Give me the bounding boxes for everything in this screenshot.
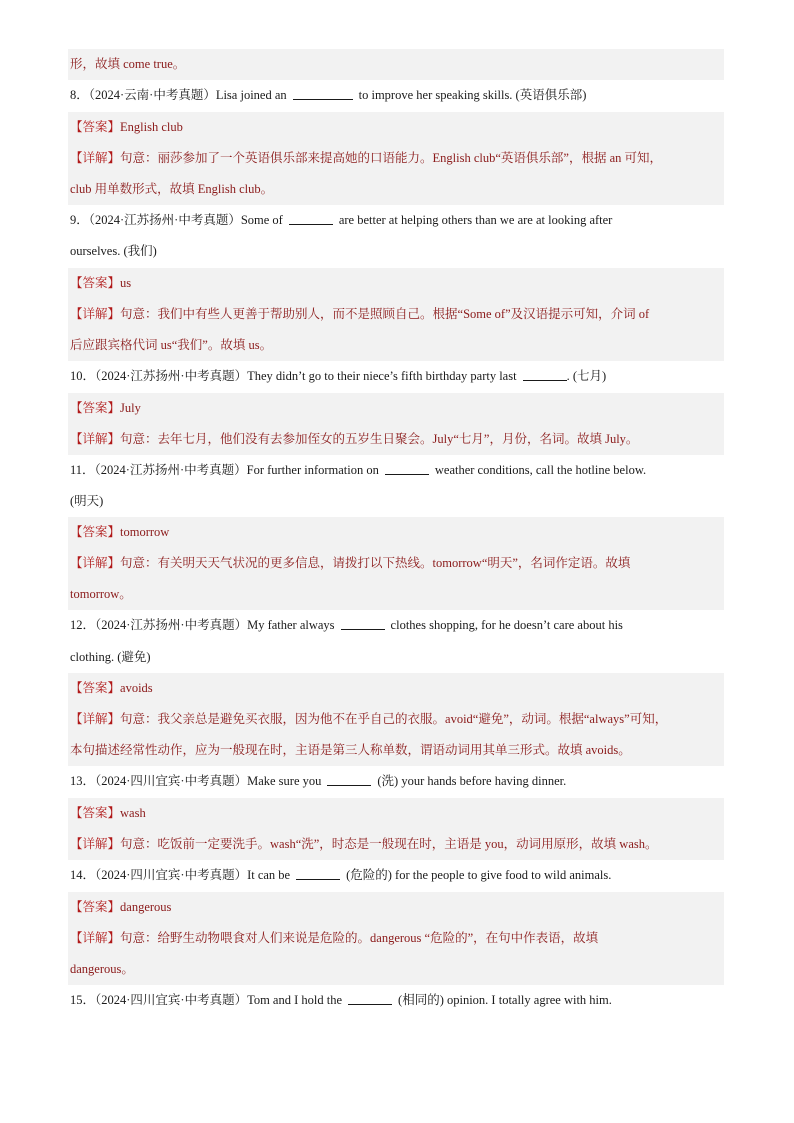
question-text: 8．（2024·云南·中考真题）Lisa joined an — [70, 88, 287, 102]
question-9-line2: ourselves. (我们) — [70, 244, 157, 258]
answer-label: 【答案】 — [70, 401, 121, 415]
question-13 — [70, 766, 724, 797]
explanation-label: 【详解】 — [70, 712, 121, 726]
answer-blank[interactable] — [289, 211, 333, 225]
answer-blank[interactable] — [348, 991, 392, 1005]
explanation-label: 【详解】 — [70, 307, 121, 321]
question-text: are better at helping others than we are at looking after — [338, 213, 613, 227]
answer-9 — [70, 268, 724, 299]
question-text: (相同的) opinion. I totally agree with him. — [398, 993, 612, 1007]
question-text: weather conditions, call the hotline below. — [434, 463, 647, 477]
answer-text: English club — [120, 120, 183, 134]
explanation-8 — [70, 143, 724, 174]
answer-label: 【答案】 — [70, 276, 121, 290]
question-text: 10．（2024·江苏扬州·中考真题）They didn’t go to their niece’s fifth birthday party last — [70, 369, 517, 383]
question-text: 12．（2024·江苏扬州·中考真题）My father always — [70, 618, 335, 632]
explanation-continuation: 形，故填 come true。 — [70, 57, 186, 71]
explanation-text: 句意：我父亲总是避免买衣服，因为他不在乎自己的衣服。avoid“避免”，动词。根据“always”可知， — [120, 712, 668, 726]
question-14 — [70, 860, 724, 891]
explanation-text: 句意：吃饭前一定要洗手。wash“洗”，时态是一般现在时，主语是 you，动词用原形，故填 wash。 — [120, 837, 658, 851]
explanation-label: 【详解】 — [70, 432, 121, 446]
question-text: . (七月) — [566, 369, 607, 383]
explanation-label: 【详解】 — [70, 556, 121, 570]
explanation-12 — [70, 704, 724, 735]
answer-blank[interactable] — [293, 86, 353, 100]
explanation-label: 【详解】 — [70, 837, 121, 851]
answer-text: July — [120, 401, 141, 415]
answer-label: 【答案】 — [70, 120, 121, 134]
answer-text: avoids — [120, 681, 153, 695]
question-text: 15．（2024·四川宜宾·中考真题）Tom and I hold the — [70, 993, 343, 1007]
question-12-line2: clothing. (避免) — [70, 650, 151, 664]
explanation-9 — [70, 299, 724, 330]
explanation-label: 【详解】 — [70, 931, 121, 945]
answer-blank[interactable] — [385, 461, 429, 475]
explanation-11-line2: tomorrow。 — [70, 587, 132, 601]
question-text: (洗) your hands before having dinner. — [377, 774, 567, 788]
answer-text: wash — [120, 806, 146, 820]
question-text: clothes shopping, for he doesn’t care about his — [390, 618, 623, 632]
answer-8 — [70, 112, 724, 143]
answer-label: 【答案】 — [70, 806, 121, 820]
question-text: 11．（2024·江苏扬州·中考真题）For further information on — [70, 463, 379, 477]
explanation-text: 句意：我们中有些人更善于帮助别人，而不是照顾自己。根据“Some of”及汉语提示可知，介词 of — [120, 307, 650, 321]
answer-12 — [70, 673, 724, 704]
question-text: (危险的) for the people to give food to wild animals. — [346, 868, 612, 882]
explanation-label: 【详解】 — [70, 151, 121, 165]
explanation-text: 句意：丽莎参加了一个英语俱乐部来提高她的口语能力。English club“英语俱乐部”，根据 an 可知， — [120, 151, 663, 165]
question-15 — [70, 985, 724, 1016]
explanation-text: 句意：有关明天天气状况的更多信息，请拨打以下热线。tomorrow“明天”，名词作定语。故填 — [120, 556, 631, 570]
question-12 — [70, 610, 724, 641]
answer-10 — [70, 393, 724, 424]
explanation-14-line2: dangerous。 — [70, 962, 134, 976]
answer-label: 【答案】 — [70, 900, 121, 914]
question-text: 13．（2024·四川宜宾·中考真题）Make sure you — [70, 774, 322, 788]
question-10 — [70, 361, 724, 392]
answer-blank[interactable] — [523, 367, 567, 381]
answer-blank[interactable] — [341, 616, 385, 630]
answer-label: 【答案】 — [70, 525, 121, 539]
explanation-13 — [70, 829, 724, 860]
explanation-text: 句意：给野生动物喂食对人们来说是危险的。dangerous “危险的”，在句中作表语，故填 — [120, 931, 599, 945]
explanation-11 — [70, 548, 724, 579]
question-text: 9．（2024·江苏扬州·中考真题）Some of — [70, 213, 283, 227]
answer-label: 【答案】 — [70, 681, 121, 695]
explanation-14 — [70, 923, 724, 954]
answer-text: us — [120, 276, 132, 290]
explanation-12-line2: 本句描述经常性动作，应为一般现在时，主语是第三人称单数，谓语动词用其单三形式。故填 avoids。 — [70, 743, 631, 757]
explanation-10 — [70, 424, 724, 455]
question-11 — [70, 455, 724, 486]
question-8 — [70, 80, 724, 111]
explanation-text: 句意：去年七月，他们没有去参加侄女的五岁生日聚会。July“七月”，月份，名词。故填 July。 — [120, 432, 639, 446]
answer-text: dangerous — [120, 900, 172, 914]
question-text: 14．（2024·四川宜宾·中考真题）It can be — [70, 868, 291, 882]
question-11-line2: (明天) — [70, 494, 104, 508]
answer-13 — [70, 798, 724, 829]
explanation-9-line2: 后应跟宾格代词 us“我们”。故填 us。 — [70, 338, 273, 352]
answer-blank[interactable] — [327, 772, 371, 786]
question-9 — [70, 205, 724, 236]
answer-text: tomorrow — [120, 525, 170, 539]
explanation-8-line2: club 用单数形式，故填 English club。 — [70, 182, 274, 196]
answer-11 — [70, 517, 724, 548]
answer-blank[interactable] — [296, 866, 340, 880]
answer-14 — [70, 892, 724, 923]
question-text: to improve her speaking skills. (英语俱乐部) — [358, 88, 587, 102]
